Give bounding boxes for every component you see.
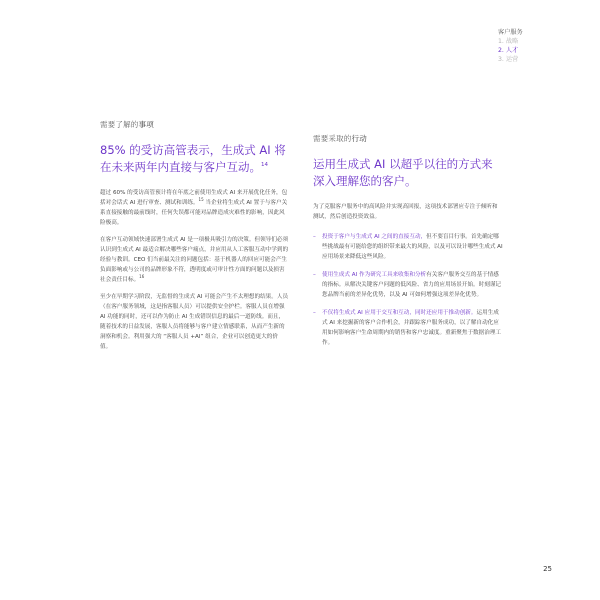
left-paragraph-1-text: 超过 60% 的受访高管预计将在年底之前使用生成式 AI 来开展优化任务，包括对会话式 AI 进行审查、测试和训练。 <box>100 190 288 206</box>
left-headline <box>100 142 289 176</box>
action-highlight: 投资于客户与生成式 AI 之间的直接互动， <box>322 234 427 240</box>
right-kicker-bold: 行动 <box>351 134 367 143</box>
action-list <box>313 232 503 348</box>
page-number: 25 <box>543 565 552 573</box>
right-kicker-text: 需要采取的 <box>313 134 352 143</box>
left-paragraph-2-text: 在客户互动领域快速部署生成式 AI 是一项极具吸引力的决策。但领导们必须认识到生成式 AI 最适合解决哪些客户痛点，并应用从人工客服互动中学到的经验与教训。CEO 们当前最关注的问题包括：基于机器人的回应可能会产生负面影响或与公司的品牌形象不符，透明度或可审计性方面的问题以及损害社会责任目标。 <box>100 237 289 283</box>
action-list-item <box>313 308 503 348</box>
action-text: 但不要盲目行事。首先确定哪些挑战最有可能给您的组织带来最大的风险，以及可以设计哪些生成式 AI 应用场景来降低这些风险。 <box>322 234 503 260</box>
left-paragraph-3: 至少在早期学习阶段，无监督的生成式 AI 可能会产生不太理想的结果。人员（在客户服务领域，这是指客服人员）可以提供安全护栏。客服人员在增强 AI 功能的同时，还可以作为防止 AI 生成错误信息的最后一道防线。而且，随着技术的日益发展，客服人员将能够与客户建立情感联系，从而产生新的洞察和机会。利用强大的 “客服人员 +AI” 组合，企业可以创造更大的价值。 <box>100 294 289 350</box>
action-text: 运用生成式 AI 来挖掘新的客户合作机会，并跟踪客户服务成功，以了解自动化应用如何影响客户生命周期内的销售和客户忠诚度。重新聚焦于数据治理工作。 <box>322 310 502 346</box>
left-paragraph-2-footnote: 16 <box>139 274 145 280</box>
left-headline-footnote: 14 <box>261 162 268 169</box>
right-headline: 运用生成式 AI 以超乎以往的方式来深入理解您的客户。 <box>313 157 493 188</box>
left-column <box>100 119 289 359</box>
left-kicker <box>100 119 289 130</box>
left-paragraph-2 <box>100 235 289 285</box>
action-list-item <box>313 270 503 300</box>
section-nav <box>498 28 588 64</box>
section-nav-title: 客户服务 <box>498 29 523 36</box>
action-list-item <box>313 232 503 262</box>
section-nav-item-operations[interactable]: 3. 运营 <box>498 56 519 63</box>
left-headline-text: 85% 的受访高管表示，生成式 AI 将在未来两年内直接与客户互动。 <box>100 143 286 174</box>
action-highlight: 使用生成式 AI 作为研究工具来收集和分析 <box>322 272 427 278</box>
right-kicker <box>313 133 503 144</box>
left-kicker-text: 需要了解的 <box>100 120 139 129</box>
action-text: 有关客户服务交互的基于情感的指标。从解决关键客户问题的低风险、省力的应用场景开始。时刻谨记您品牌当前的差异化优势，以及 AI 可如何增强这项差异化优势。 <box>322 272 502 298</box>
left-paragraph-1 <box>100 188 289 228</box>
left-paragraph-1-tail: 当企业将生成式 AI 置于与客户关系直接接触的最前线时，任何失误都可能对品牌造成灾难性的影响，因此风险极高。 <box>100 200 288 226</box>
bullet-dash: – <box>313 272 316 278</box>
section-nav-item-strategy[interactable]: 1. 战略 <box>498 38 519 45</box>
bullet-dash: – <box>313 234 316 240</box>
left-paragraph-1-footnote: 15 <box>198 197 204 203</box>
action-highlight: 不仅将生成式 AI 应用于交互和互动，同时还应用于推动创新。 <box>322 310 477 316</box>
right-paragraph-1: 为了克服客户服务中的高风险并实现高回报，这项技术部署应专注于倾听和测试，然后创造投资效益。 <box>313 204 498 220</box>
section-nav-item-talent[interactable]: 2. 人才 <box>498 47 519 54</box>
bullet-dash: – <box>313 310 316 316</box>
right-column <box>313 133 503 356</box>
left-kicker-bold: 事项 <box>138 120 154 129</box>
